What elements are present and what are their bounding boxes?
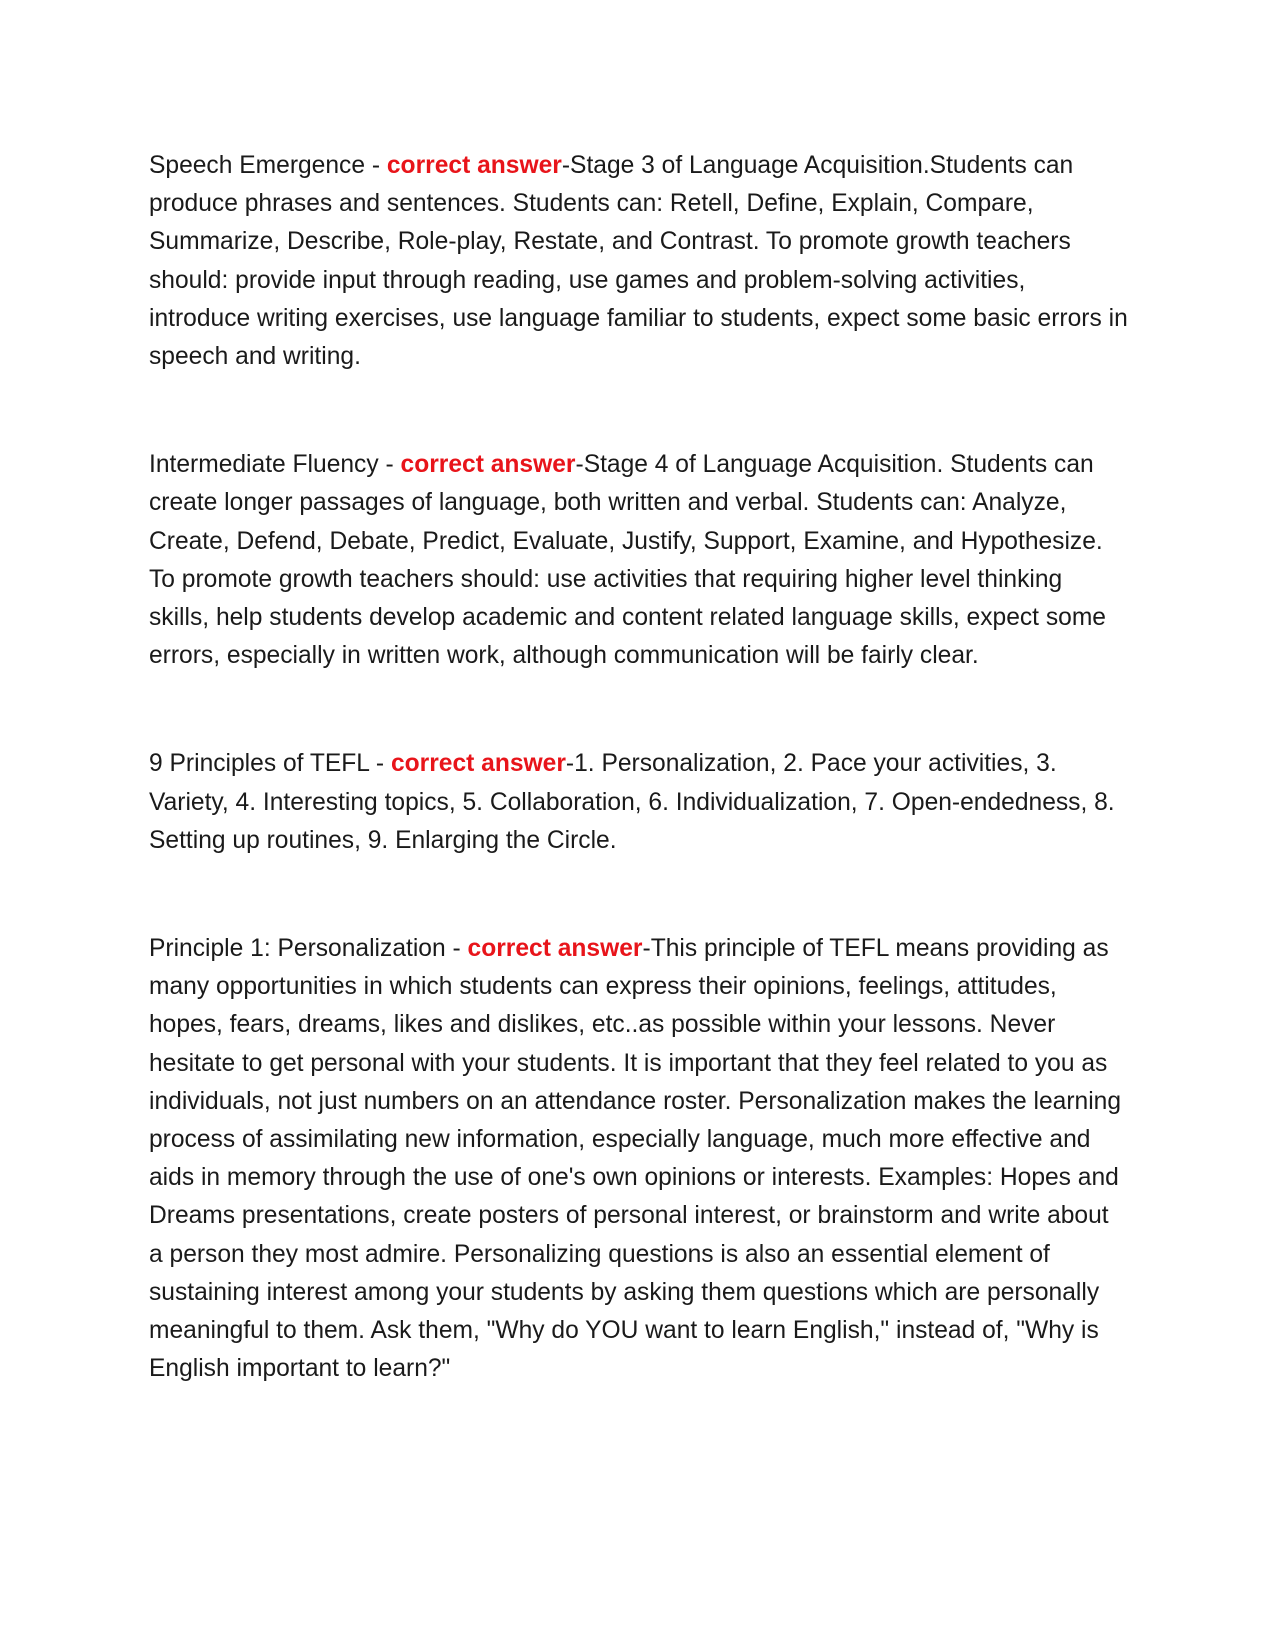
entry-term: Intermediate Fluency [149, 451, 379, 479]
entry-definition: -This principle of TEFL means providing as many opportunities in which students can express their opinions, feelings, attitudes, hopes, fears, dreams, likes and dislikes, etc..as possible within your lessons. Never hesitate to get personal with your students. It is important that they feel related to you as individuals, not just numbers on an attendance roster. Personalization makes the learning process of assimilating new information, especially language, much more effective and aids in memory through the use of one's own opinions or interests. Examples: Hopes and Dreams presentations, create posters of personal interest, or brainstorm and write about a person they most admire. Personalizing questions is also an essential element of sustaining interest among your students by asking them questions which are personally meaningful to them. Ask them, "Why do YOU want to learn English," instead of, "Why is English important to learn?" [149, 935, 1122, 1383]
document-content [149, 147, 1129, 1388]
flashcard-entry [149, 745, 1129, 860]
entry-definition: -1. Personalization, 2. Pace your activities, 3. Variety, 4. Interesting topics, 5. Collaboration, 6. Individualization, 7. Open-endedness, 8. Setting up routines, 9. Enlarging the Circle. [149, 750, 1115, 854]
entry-term: Speech Emergence [149, 152, 366, 179]
entry-definition: -Stage 3 of Language Acquisition.Students can produce phrases and sentences. Students can: Retell, Define, Explain, Compare, Summarize, Describe, Role-play, Restate, and Contrast. To promote growth teachers should: provide input through reading, use games and problem-solving activities, introduce writing exercises, use language familiar to students, expect some basic errors in speech and writing. [149, 152, 1128, 371]
term-separator: - [369, 750, 391, 778]
correct-answer-label: correct answer [386, 152, 562, 179]
entry-term: 9 Principles of TEFL [149, 750, 370, 778]
correct-answer-label: correct answer [467, 935, 643, 963]
flashcard-entry [149, 147, 1129, 376]
flashcard-entry [149, 930, 1129, 1388]
correct-answer-label: correct answer [390, 750, 566, 778]
flashcard-entry [149, 446, 1129, 675]
term-separator: - [445, 935, 468, 963]
entry-term: Principle 1: Personalization [149, 935, 446, 963]
entry-definition: -Stage 4 of Language Acquisition. Students can create longer passages of language, both written and verbal. Students can: Analyze, Create, Defend, Debate, Predict, Evaluate, Justify, Support, Examine, and Hypothesize. To promote growth teachers should: use activities that requiring higher level thinking skills, help students develop academic and content related language skills, expect some errors, especially in written work, although communication will be fairly clear. [149, 451, 1106, 670]
term-separator: - [378, 451, 401, 479]
term-separator: - [365, 152, 387, 179]
correct-answer-label: correct answer [400, 451, 576, 479]
